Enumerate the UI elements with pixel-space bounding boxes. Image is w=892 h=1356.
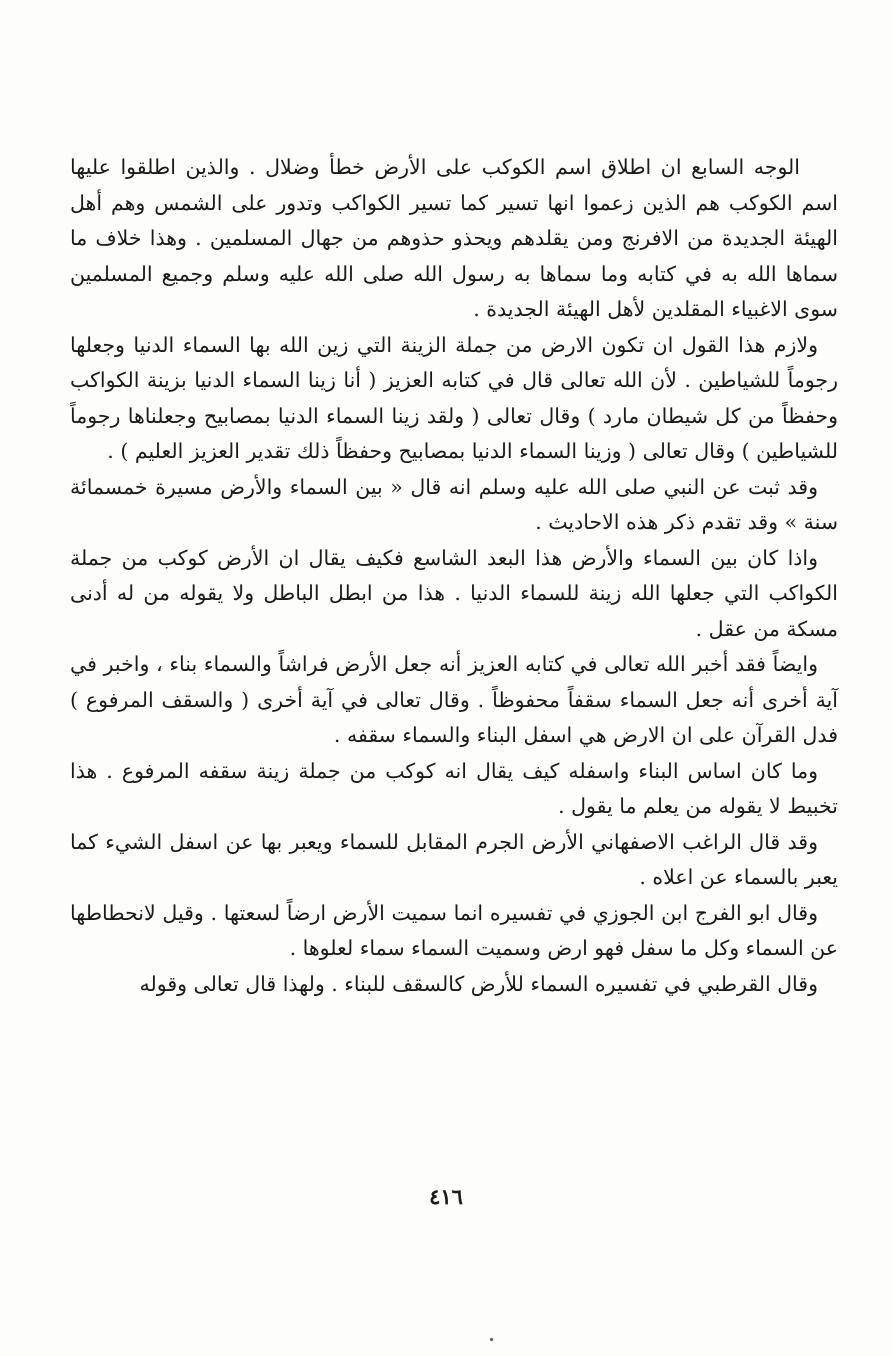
paragraph: وقال القرطبي في تفسيره السماء للأرض كالسقف للبناء . ولهذا قال تعالى وقوله bbox=[139, 971, 818, 996]
paragraph: ولازم هذا القول ان تكون الارض من جملة الزينة التي زين الله بها السماء الدنيا وجعلها رجوماً للشياطين . لأن الله تعالى قال في كتابه العزيز ( أنا زينا السماء الدنيا بزينة الكواكب وحفظاً من كل شيطان مارد ) وقال تعالى ( ولقد زينا السماء الدنيا بمصابيح وجعلناها رجوماً للشياطين ) وقال تعالى ( وزينا السماء الدنيا بمصابيح وحفظاً ذلك تقدير العزيز العليم ) . bbox=[70, 332, 838, 463]
scan-speck bbox=[490, 1338, 493, 1341]
paragraph: وايضاً فقد أخبر الله تعالى في كتابه العزيز أنه جعل الأرض فراشاً والسماء بناء ، واخبر في آية أخرى أنه جعل السماء سقفاً محفوظاً . وقال تعالى في آية أخرى ( والسقف المرفوع ) فدل القرآن على ان الارض هي اسفل البناء والسماء سقفه . bbox=[70, 652, 838, 747]
paragraph: وقد ثبت عن النبي صلى الله عليه وسلم انه قال « بين السماء والأرض مسيرة خمسمائة سنة » وقد تقدم ذكر هذه الاحاديث . bbox=[70, 474, 838, 534]
paragraph: الوجه السابع ان اطلاق اسم الكوكب على الأرض خطأ وضلال . والذين اطلقوا عليها اسم الكوكب هم الذين زعموا انها تسير كما تسير الكواكب وتدور على الشمس وهم أهل الهيئة الجديدة من الافرنج ومن يقلدهم ويحذو حذوهم من جهال المسلمين . وهذا خلاف ما سماها الله به في كتابه وما سماها به رسول الله صلى الله عليه وسلم وجميع المسلمين سوى الاغبياء المقلدين لأهل الهيئة الجديدة . bbox=[70, 155, 838, 321]
paragraph: وقال ابو الفرج ابن الجوزي في تفسيره انما سميت الأرض ارضاً لسعتها . وقيل لانحطاطها عن السماء وكل ما سفل فهو ارض وسميت السماء سماء لعلوها . bbox=[70, 900, 838, 960]
paragraph: وما كان اساس البناء واسفله كيف يقال انه كوكب من جملة زينة سقفه المرفوع . هذا تخبيط لا يقوله من يعلم ما يقول . bbox=[70, 758, 838, 818]
paragraph: وقد قال الراغب الاصفهاني الأرض الجرم المقابل للسماء ويعبر بها عن اسفل الشيء كما يعبر بالسماء عن اعلاه . bbox=[70, 829, 838, 889]
body-text bbox=[70, 150, 838, 1002]
page-number: ٤١٦ bbox=[429, 1184, 463, 1209]
paragraph: واذا كان بين السماء والأرض هذا البعد الشاسع فكيف يقال ان الأرض كوكب من جملة الكواكب التي جعلها الله زينة للسماء الدنيا . هذا من ابطل الباطل ولا يقوله من له أدنى مسكة من عقل . bbox=[70, 545, 838, 641]
